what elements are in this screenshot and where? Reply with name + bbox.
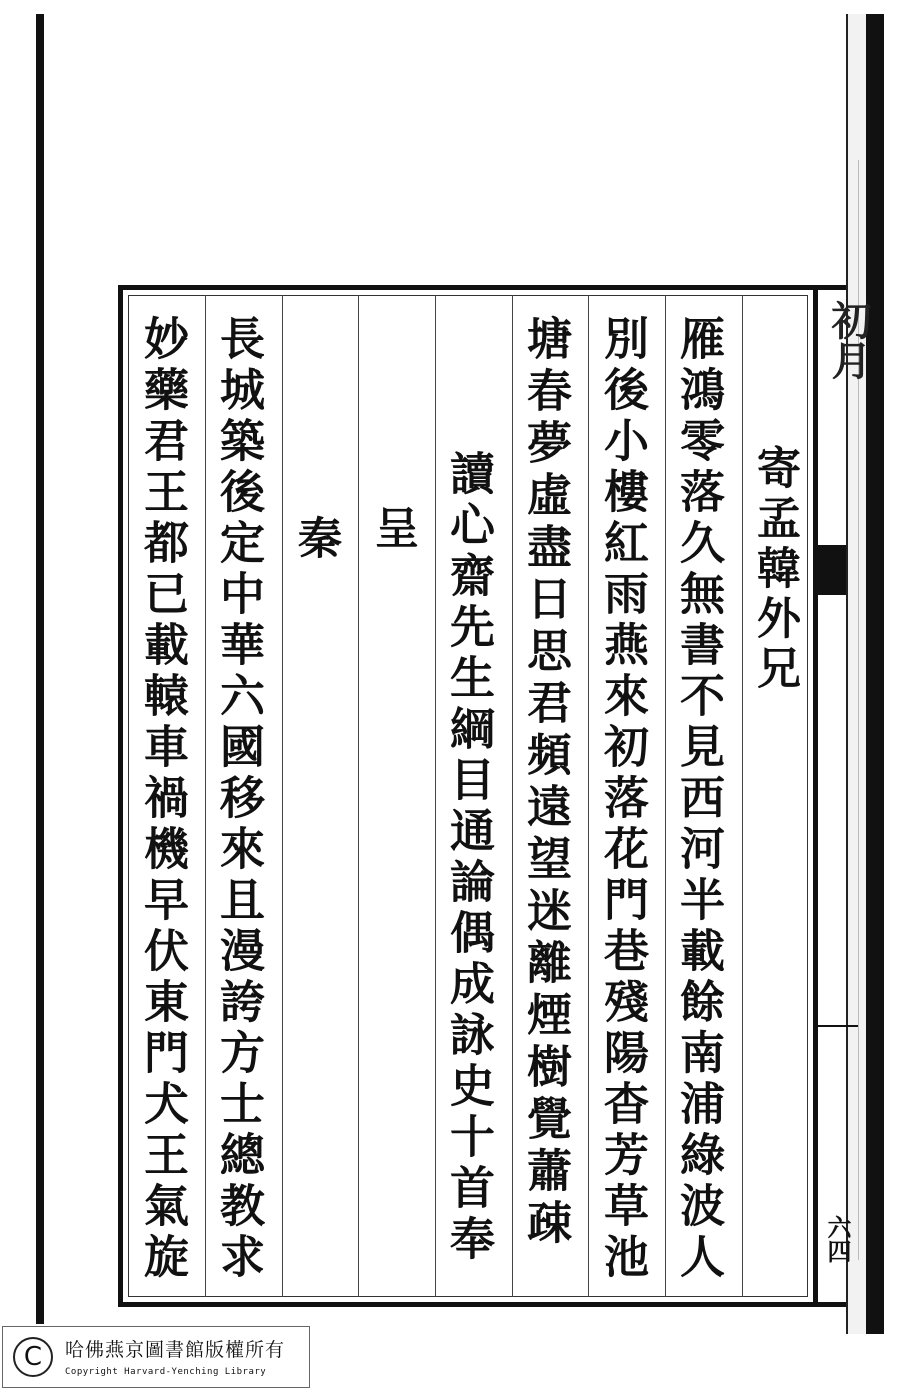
book-spine [866, 14, 884, 1334]
spine-strip [846, 14, 868, 1334]
column-rule [435, 295, 436, 1297]
page-edge [36, 14, 44, 1324]
copyright-icon: C [13, 1337, 53, 1377]
column-rule [205, 295, 206, 1297]
poem-line: 塘春夢虛盡日思君頻遠望迷離煙樹覺蕭疎 [519, 315, 572, 1251]
copyright-stamp [2, 1326, 310, 1388]
poem-title-continued: 呈 [367, 505, 418, 555]
margin-rule [818, 1025, 858, 1027]
poem-line: 雁鴻零落久無書不見西河半載餘南浦綠波人 [672, 315, 725, 1284]
poem-line: 妙藥君王都已載轅車禍機早伏東門犬王氣旋 [136, 315, 189, 1284]
margin-block [818, 285, 846, 1307]
copyright-zh: 哈佛燕京圖書館版權所有 [65, 1339, 286, 1361]
poem-subtitle: 秦 [290, 515, 341, 565]
fishtail-mark [818, 545, 846, 595]
poem-line: 別後小樓紅雨燕來初落花門巷殘陽杳芳草池 [596, 315, 649, 1284]
column-rule [512, 295, 513, 1297]
page-number: 六四 [823, 1215, 852, 1263]
column-rule [282, 295, 283, 1297]
copyright-en: Copyright Harvard-Yenching Library [65, 1367, 267, 1377]
column-rule [665, 295, 666, 1297]
column-rule [742, 295, 743, 1297]
margin-title-fragment: 初月 [825, 300, 872, 380]
column-rule [588, 295, 589, 1297]
poem-title: 寄孟韓外兄 [749, 445, 800, 695]
poem-title: 讀心齋先生綱目通論偶成詠史十首奉 [442, 450, 495, 1266]
column-rule [358, 295, 359, 1297]
poem-line: 長城築後定中華六國移來且漫誇方士總教求 [212, 315, 265, 1284]
